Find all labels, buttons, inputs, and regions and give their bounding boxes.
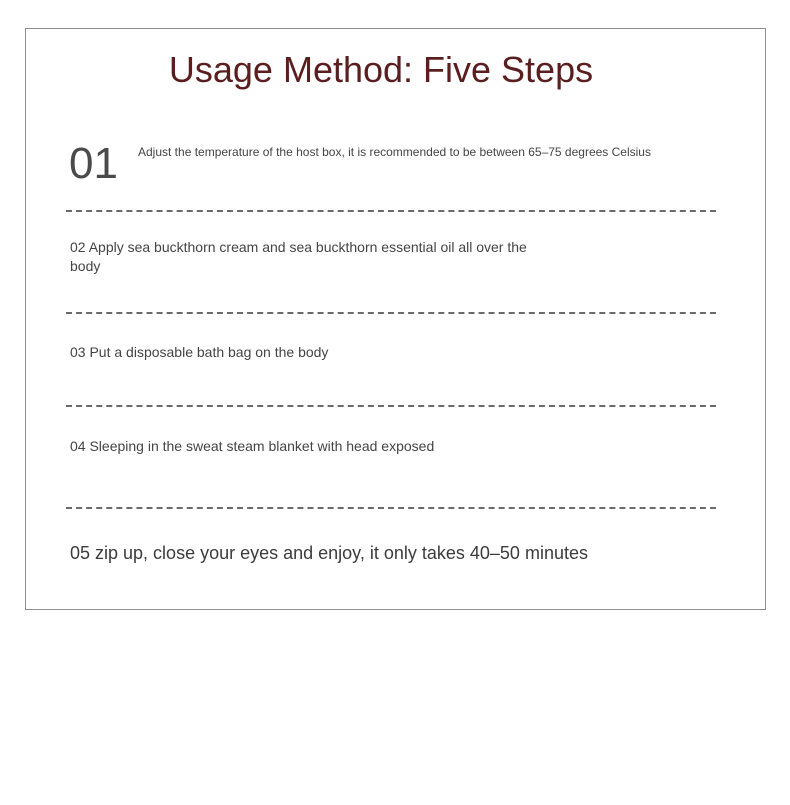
step-divider [66, 507, 716, 509]
step-1-text: Adjust the temperature of the host box, it is recommended to be between 65–75 degrees Celsius [138, 145, 651, 159]
step-2-text: 02 Apply sea buckthorn cream and sea buckthorn essential oil all over the body [70, 239, 527, 274]
step-3-text: 03 Put a disposable bath bag on the body [70, 344, 329, 360]
step-1-number: 01 [69, 139, 118, 188]
usage-card [25, 28, 766, 610]
step-5-text: 05 zip up, close your eyes and enjoy, it only takes 40–50 minutes [70, 543, 588, 563]
step-4-text: 04 Sleeping in the sweat steam blanket with head exposed [70, 438, 435, 454]
step-divider [66, 405, 716, 407]
page-title: Usage Method: Five Steps [168, 49, 594, 90]
step-divider [66, 210, 716, 212]
step-divider [66, 312, 716, 314]
